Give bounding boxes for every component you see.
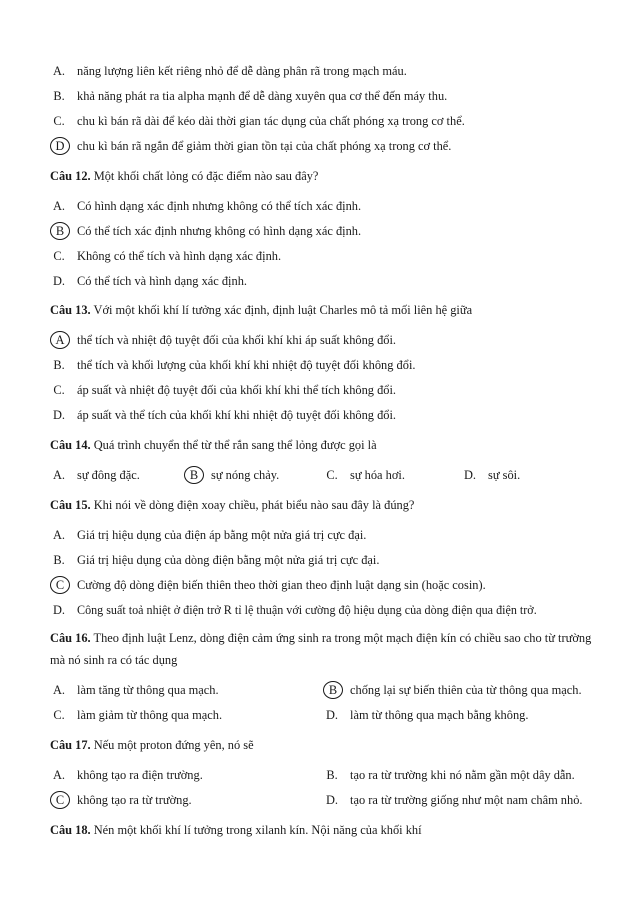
option-text: Có hình dạng xác định nhưng không có thể tích xác định.: [77, 199, 362, 213]
option-text: tạo ra từ trường khi nó nằm gần một dây dẫn.: [350, 768, 575, 782]
option-label: A.: [52, 528, 66, 542]
option-text: Không có thể tích và hình dạng xác định.: [77, 249, 282, 263]
option-text: chu kì bán rã ngắn để giảm thời gian tồn tại của chất phóng xạ trong cơ thể.: [77, 139, 452, 153]
option-text: làm giảm từ thông qua mạch.: [77, 708, 223, 722]
question-number: Câu 18.: [50, 823, 91, 837]
selected-answer-circle: B: [184, 466, 204, 484]
question-stem: Khi nói về dòng điện xoay chiều, phát biểu nào sau đây là đúng?: [90, 498, 415, 512]
option-label: D.: [52, 408, 66, 422]
question-stem: Với một khối khí lí tưởng xác định, định luật Charles mô tả mối liên hệ giữa: [90, 303, 473, 317]
option-text: Cường độ dòng điện biến thiên theo thời gian theo định luật dạng sin (hoặc cosin).: [77, 578, 486, 592]
option-text: chống lại sự biến thiên của từ thông qua mạch.: [350, 683, 582, 697]
option-text: làm từ thông qua mạch bằng không.: [350, 708, 529, 722]
option-label: C.: [53, 708, 65, 722]
option-text: thể tích và khối lượng của khối khí khi nhiệt độ tuyệt đối không đổi.: [77, 358, 416, 372]
option-label: C.: [53, 249, 65, 263]
question-12: [50, 167, 318, 185]
option-text: Công suất toả nhiệt ở điện trở R tỉ lệ thuận với cường độ hiệu dụng của dòng điện qua điện trở.: [77, 603, 537, 617]
option-text: tạo ra từ trường giống như một nam châm nhỏ.: [350, 793, 583, 807]
option-text: không tạo ra từ trường.: [77, 793, 192, 807]
question-15: [50, 496, 414, 514]
option-label: B.: [53, 89, 65, 103]
question-stem: Nếu một proton đứng yên, nó sẽ: [90, 738, 254, 752]
option-text: Giá trị hiệu dụng của dòng điện bằng một nửa giá trị cực đại.: [77, 553, 380, 567]
option-text: áp suất và nhiệt độ tuyệt đối của khối khí khi thể tích không đổi.: [77, 383, 397, 397]
option-label: D.: [52, 274, 66, 288]
option-label: C.: [53, 114, 65, 128]
selected-answer-circle: C: [50, 576, 70, 594]
question-stem: Quá trình chuyển thể từ thể rắn sang thể lỏng được gọi là: [90, 438, 377, 452]
question-stem: Nén một khối khí lí tưởng trong xilanh kín. Nội năng của khối khí: [90, 823, 422, 837]
option-text: làm tăng từ thông qua mạch.: [77, 683, 219, 697]
option-text: chu kì bán rã dài để kéo dài thời gian tác dụng của chất phóng xạ trong cơ thể.: [77, 114, 465, 128]
option-text: Giá trị hiệu dụng của điện áp bằng một nửa giá trị cực đại.: [77, 528, 367, 542]
selected-answer-circle: B: [323, 681, 343, 699]
option-text: thể tích và nhiệt độ tuyệt đối của khối khí khi áp suất không đổi.: [77, 333, 397, 347]
option-text: Có thể tích xác định nhưng không có hình dạng xác định.: [77, 224, 362, 238]
option-text: Có thể tích và hình dạng xác định.: [77, 274, 247, 288]
option-label: C.: [53, 383, 65, 397]
question-stem: Một khối chất lỏng có đặc điểm nào sau đây?: [90, 169, 319, 183]
option-label: D.: [325, 708, 339, 722]
option-text: khả năng phát ra tia alpha mạnh để dễ dàng xuyên qua cơ thể đến máy thu.: [77, 89, 448, 103]
option-label: D.: [463, 468, 477, 482]
question-17: [50, 736, 254, 754]
option-label: C.: [326, 468, 338, 482]
selected-answer-circle: C: [50, 791, 70, 809]
question-number: Câu 12.: [50, 169, 91, 183]
question-number: Câu 15.: [50, 498, 91, 512]
selected-answer-circle: B: [50, 222, 70, 240]
selected-answer-circle: D: [50, 137, 70, 155]
question-stem: Theo định luật Lenz, dòng điện cảm ứng sinh ra trong một mạch điện kín có chiều sao cho từ trường mà nó sinh ra có tác dụng: [50, 631, 592, 667]
option-text: áp suất và thể tích của khối khí khi nhiệt độ tuyệt đối không đổi.: [77, 408, 397, 422]
question-number: Câu 16.: [50, 631, 91, 645]
option-label: A.: [52, 199, 66, 213]
option-label: A.: [52, 468, 66, 482]
option-text: không tạo ra điện trường.: [77, 768, 203, 782]
option-text: sự nóng chảy.: [211, 468, 280, 482]
option-text: sự sôi.: [488, 468, 521, 482]
question-13: [50, 301, 472, 319]
option-label: B.: [53, 553, 65, 567]
question-16: [50, 627, 595, 671]
option-text: sự đông đặc.: [77, 468, 140, 482]
question-14: [50, 436, 377, 454]
option-label: B.: [53, 358, 65, 372]
option-text: năng lượng liên kết riêng nhỏ để dễ dàng phân rã trong mạch máu.: [77, 64, 407, 78]
option-label: D.: [52, 603, 66, 617]
option-label: B.: [326, 768, 338, 782]
question-number: Câu 14.: [50, 438, 91, 452]
question-number: Câu 13.: [50, 303, 91, 317]
selected-answer-circle: A: [50, 331, 70, 349]
option-label: A.: [52, 683, 66, 697]
option-text: sự hóa hơi.: [350, 468, 405, 482]
question-18: [50, 821, 422, 839]
option-label: A.: [52, 768, 66, 782]
option-label: A.: [52, 64, 66, 78]
question-number: Câu 17.: [50, 738, 91, 752]
option-label: D.: [325, 793, 339, 807]
